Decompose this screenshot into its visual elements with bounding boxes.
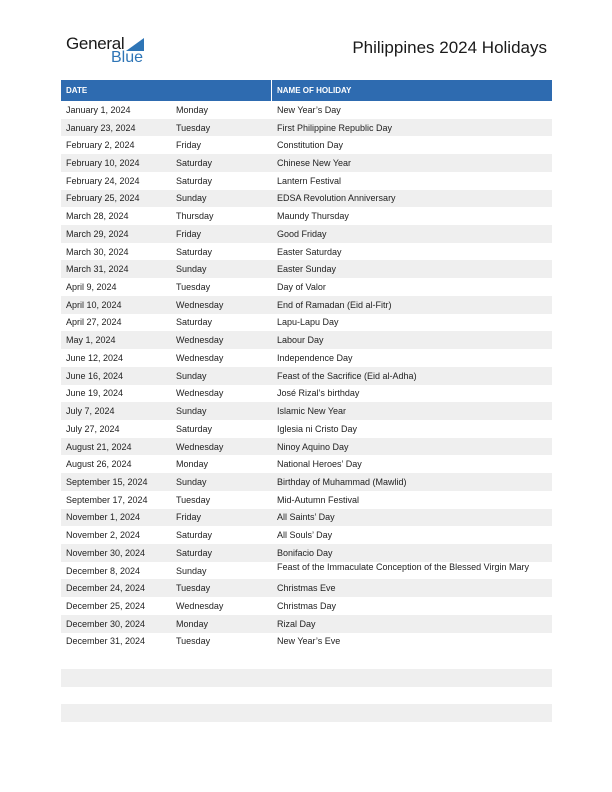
holiday-weekday: Wednesday (176, 335, 224, 346)
header-divider (271, 80, 272, 101)
table-row (61, 633, 552, 651)
holiday-weekday: Sunday (176, 406, 207, 417)
table-row (61, 526, 552, 544)
holiday-weekday: Friday (176, 228, 202, 239)
holiday-name: Iglesia ni Cristo Day (277, 423, 358, 434)
header-holiday-name: NAME OF HOLIDAY (277, 86, 352, 95)
holiday-date: June 12, 2024 (66, 352, 124, 363)
holiday-weekday: Monday (176, 618, 209, 629)
holiday-date: January 1, 2024 (66, 104, 131, 115)
holiday-date: November 1, 2024 (66, 512, 141, 523)
holiday-name: Easter Sunday (277, 264, 337, 275)
logo-word-general: General (66, 34, 125, 53)
holiday-weekday: Wednesday (176, 299, 224, 310)
holiday-date: December 25, 2024 (66, 600, 146, 611)
holiday-date: February 2, 2024 (66, 140, 135, 151)
table-row (61, 473, 552, 491)
holiday-name: Lantern Festival (277, 175, 342, 186)
holiday-date: April 10, 2024 (66, 299, 122, 310)
table-row (61, 420, 552, 438)
holiday-name: Feast of the Sacrifice (Eid al-Adha) (277, 370, 417, 381)
table-row (61, 119, 552, 137)
table-row (61, 136, 552, 154)
holiday-date: December 31, 2024 (66, 636, 146, 647)
holiday-date: December 30, 2024 (66, 618, 146, 629)
page-title: Philippines 2024 Holidays (352, 38, 547, 57)
holiday-date: March 30, 2024 (66, 246, 129, 257)
holiday-weekday: Wednesday (176, 441, 224, 452)
holiday-date: March 31, 2024 (66, 264, 129, 275)
header-date: DATE (66, 86, 88, 95)
holiday-date: September 15, 2024 (66, 476, 148, 487)
table-row (61, 615, 552, 633)
holiday-name: All Souls’ Day (277, 530, 333, 541)
table-row (61, 385, 552, 403)
logo-word-blue: Blue (111, 49, 144, 66)
holiday-name: National Heroes’ Day (277, 459, 362, 470)
holiday-weekday: Saturday (176, 175, 213, 186)
holiday-date: November 30, 2024 (66, 547, 146, 558)
holiday-weekday: Sunday (176, 476, 207, 487)
table-row (61, 172, 552, 190)
holiday-date: April 9, 2024 (66, 282, 117, 293)
table-row (61, 331, 552, 349)
table-row (61, 562, 552, 580)
holiday-weekday: Tuesday (176, 282, 211, 293)
holiday-name: José Rizal’s birthday (277, 388, 360, 399)
holiday-weekday: Monday (176, 104, 209, 115)
empty-row (61, 704, 552, 722)
holiday-name: End of Ramadan (Eid al-Fitr) (277, 299, 392, 310)
table-row (61, 243, 552, 261)
holiday-weekday: Sunday (176, 193, 207, 204)
holiday-date: November 2, 2024 (66, 530, 141, 541)
holiday-weekday: Tuesday (176, 122, 211, 133)
holiday-name: Ninoy Aquino Day (277, 441, 349, 452)
holiday-date: July 7, 2024 (66, 406, 115, 417)
holiday-date: March 29, 2024 (66, 228, 129, 239)
holiday-name: New Year’s Eve (277, 636, 341, 647)
holiday-weekday: Thursday (176, 211, 214, 222)
holiday-name: EDSA Revolution Anniversary (277, 193, 396, 204)
holiday-date: December 8, 2024 (66, 565, 141, 576)
holiday-weekday: Tuesday (176, 583, 211, 594)
holiday-weekday: Friday (176, 512, 202, 523)
holiday-weekday: Saturday (176, 158, 213, 169)
holiday-weekday: Saturday (176, 530, 213, 541)
table-row (61, 225, 552, 243)
holiday-date: September 17, 2024 (66, 494, 148, 505)
table-row (61, 349, 552, 367)
table-row (61, 278, 552, 296)
holiday-date: May 1, 2024 (66, 335, 116, 346)
holiday-weekday: Wednesday (176, 352, 224, 363)
table-row (61, 597, 552, 615)
holiday-weekday: Saturday (176, 547, 213, 558)
table-row (61, 190, 552, 208)
holiday-name: Chinese New Year (277, 158, 352, 169)
holiday-name: Rizal Day (277, 618, 316, 629)
table-header (61, 80, 552, 101)
holiday-name: Bonifacio Day (277, 547, 333, 558)
holiday-name: Labour Day (277, 335, 324, 346)
holiday-weekday: Monday (176, 459, 209, 470)
holiday-name: Day of Valor (277, 282, 326, 293)
holiday-weekday: Friday (176, 140, 202, 151)
table-row (61, 314, 552, 332)
holiday-date: February 25, 2024 (66, 193, 140, 204)
holiday-date: December 24, 2024 (66, 583, 146, 594)
holiday-table (61, 80, 552, 650)
holiday-date: January 23, 2024 (66, 122, 136, 133)
holiday-name: New Year’s Day (277, 104, 341, 115)
table-row (61, 101, 552, 119)
holiday-name: All Saints’ Day (277, 512, 335, 523)
holiday-name: Christmas Day (277, 600, 337, 611)
table-row (61, 544, 552, 562)
holiday-weekday: Saturday (176, 423, 213, 434)
table-row (61, 438, 552, 456)
holiday-weekday: Sunday (176, 370, 207, 381)
holiday-name: Islamic New Year (277, 406, 347, 417)
holiday-name: Christmas Eve (277, 583, 336, 594)
table-row (61, 296, 552, 314)
table-row (61, 367, 552, 385)
holiday-name: Lapu-Lapu Day (277, 317, 339, 328)
holiday-date: June 19, 2024 (66, 388, 124, 399)
generalblue-logo (66, 34, 156, 68)
holiday-date: April 27, 2024 (66, 317, 122, 328)
holiday-name: Maundy Thursday (277, 211, 349, 222)
holiday-weekday: Sunday (176, 264, 207, 275)
holiday-name: Easter Saturday (277, 246, 342, 257)
empty-row (61, 669, 552, 687)
holiday-date: July 27, 2024 (66, 423, 120, 434)
holiday-date: February 24, 2024 (66, 175, 140, 186)
holiday-name: Feast of the Immaculate Conception of the Blessed Virgin Mary (277, 561, 529, 572)
holiday-name: Constitution Day (277, 140, 344, 151)
table-row (61, 579, 552, 597)
table-body (61, 101, 552, 650)
table-row (61, 207, 552, 225)
table-row (61, 455, 552, 473)
holiday-name: Good Friday (277, 228, 327, 239)
holiday-weekday: Sunday (176, 565, 207, 576)
table-row (61, 154, 552, 172)
holiday-weekday: Saturday (176, 246, 213, 257)
holiday-date: March 28, 2024 (66, 211, 129, 222)
holiday-date: August 26, 2024 (66, 459, 132, 470)
holiday-weekday: Tuesday (176, 636, 211, 647)
table-row (61, 491, 552, 509)
holiday-name: Independence Day (277, 352, 353, 363)
holiday-weekday: Saturday (176, 317, 213, 328)
holiday-weekday: Tuesday (176, 494, 211, 505)
table-row (61, 260, 552, 278)
holiday-name: Birthday of Muhammad (Mawlid) (277, 476, 407, 487)
holiday-name: Mid-Autumn Festival (277, 494, 360, 505)
holiday-weekday: Wednesday (176, 388, 224, 399)
holiday-date: February 10, 2024 (66, 158, 140, 169)
holiday-date: June 16, 2024 (66, 370, 124, 381)
holiday-name: First Philippine Republic Day (277, 122, 393, 133)
table-row (61, 402, 552, 420)
holiday-date: August 21, 2024 (66, 441, 132, 452)
table-row (61, 509, 552, 527)
holiday-weekday: Wednesday (176, 600, 224, 611)
